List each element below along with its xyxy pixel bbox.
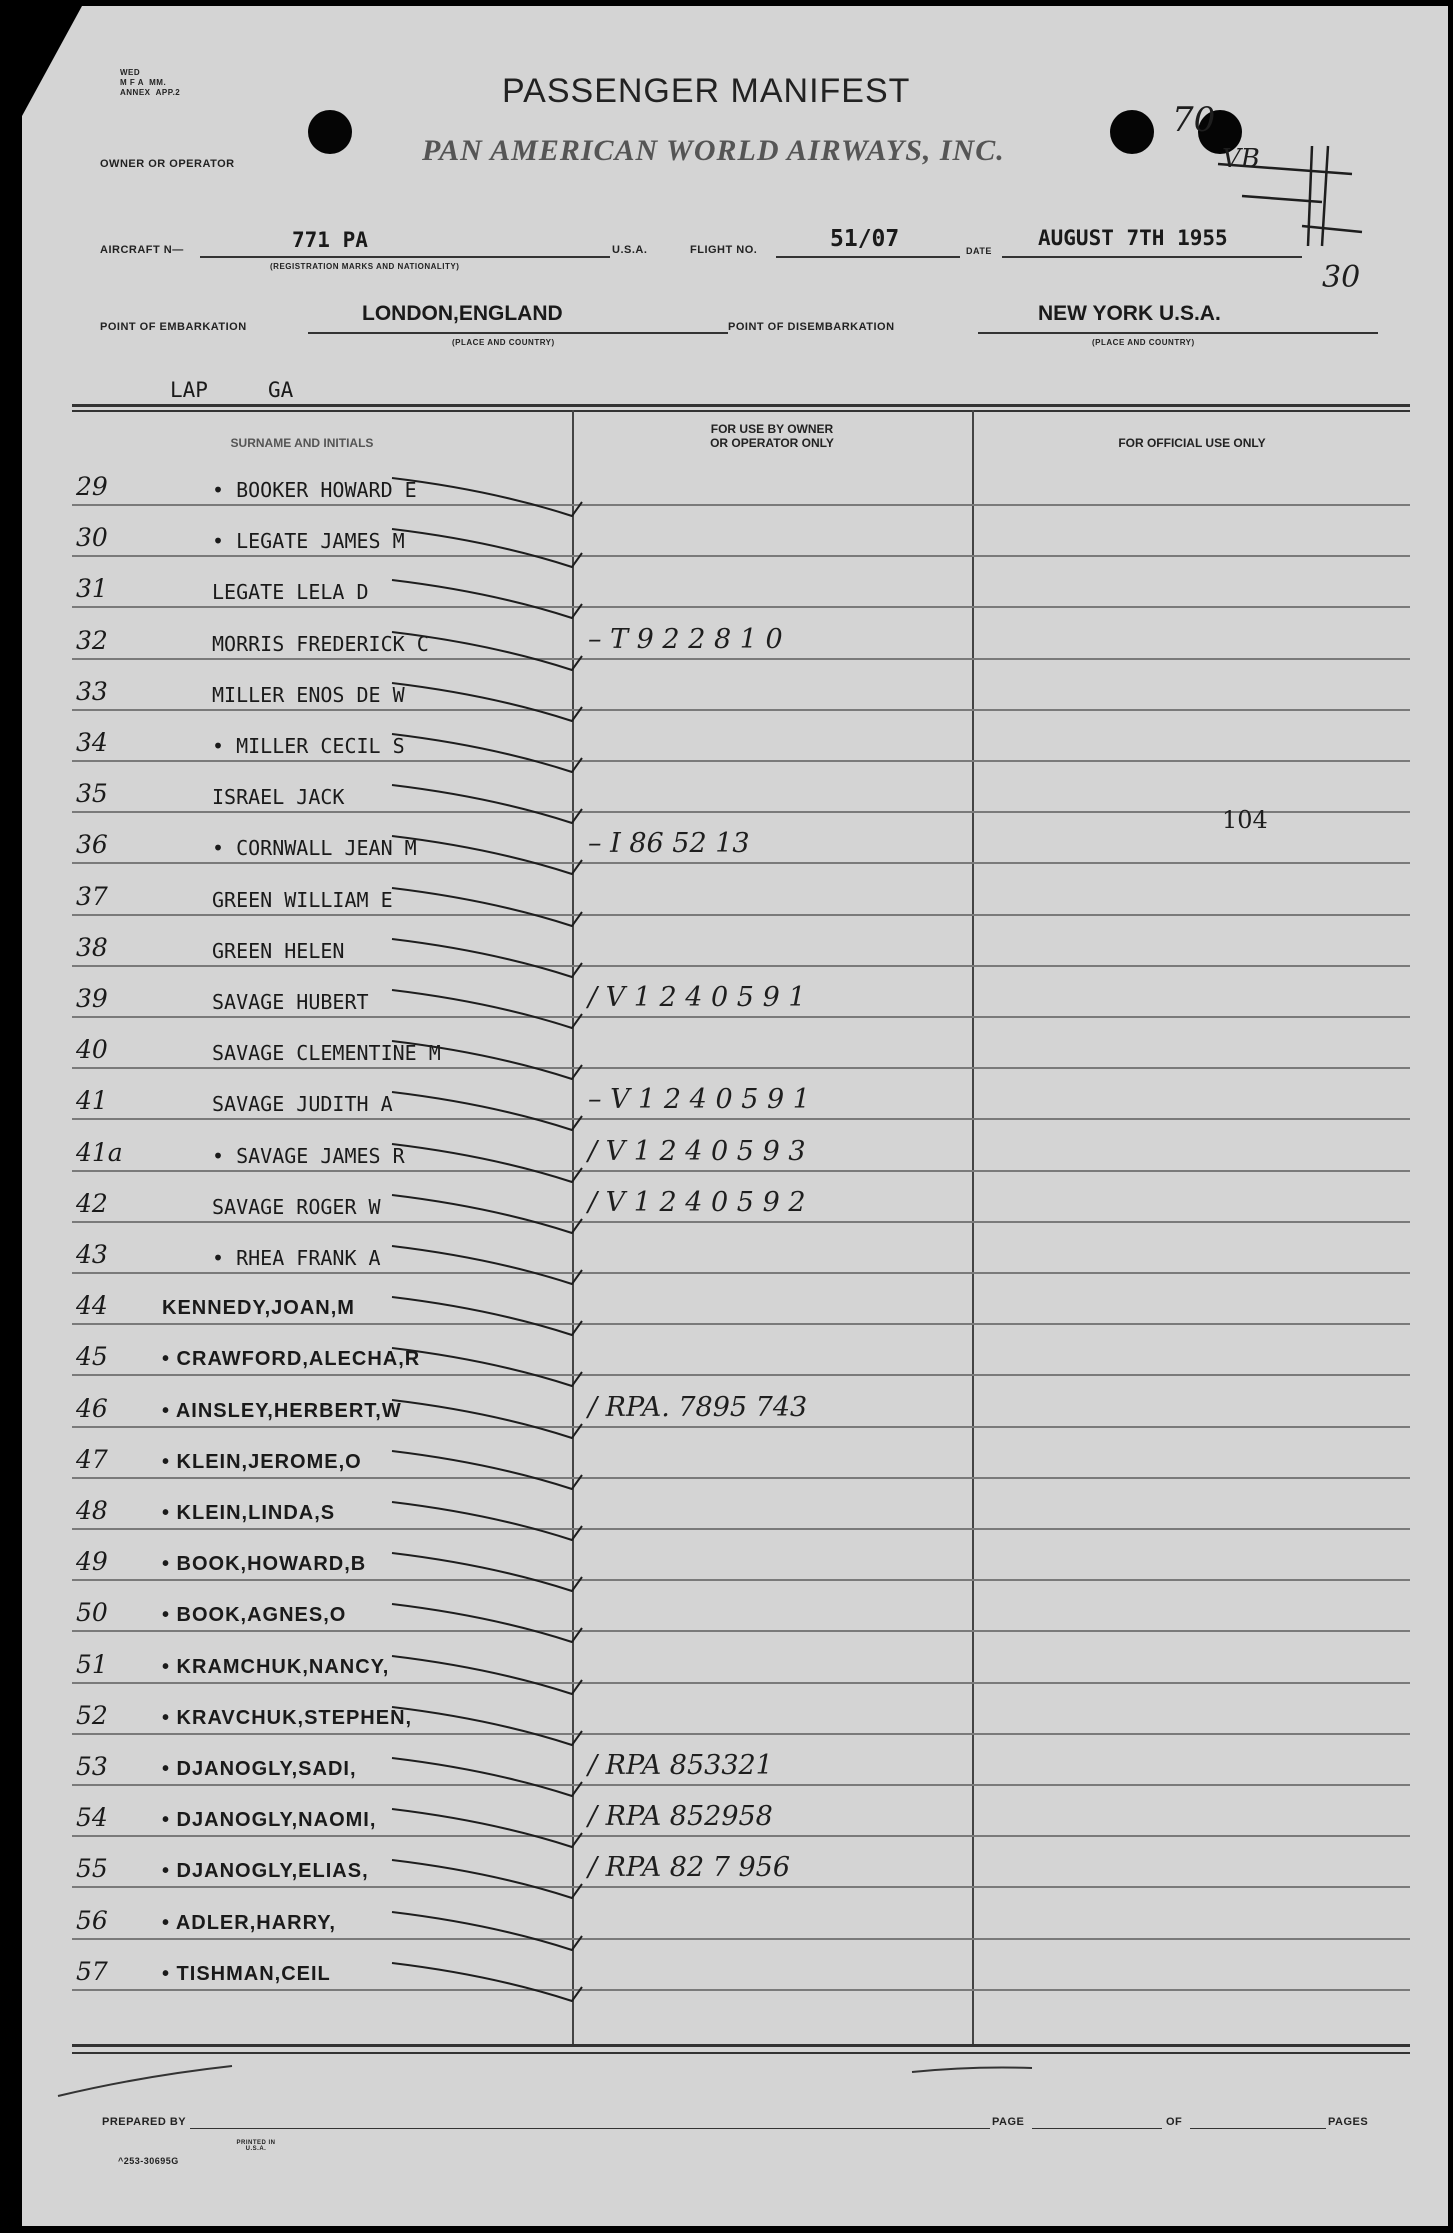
passenger-number: 52 — [76, 1700, 108, 1730]
passenger-number: 46 — [76, 1393, 108, 1423]
passenger-name: • KRAMCHUK,NANCY, — [162, 1655, 390, 1678]
passenger-name: GREEN HELEN — [212, 938, 345, 963]
row-rule — [72, 914, 1410, 916]
owner-note: / V 1 2 4 0 5 9 2 — [588, 1186, 806, 1218]
passenger-name: • BOOK,AGNES,O — [162, 1604, 347, 1627]
embarkation-underline — [308, 332, 728, 334]
row-rule — [72, 760, 1410, 762]
passenger-name: • CORNWALL JEAN M — [212, 836, 417, 861]
row-rule — [72, 1272, 1410, 1274]
passenger-number: 48 — [76, 1496, 108, 1525]
registration-caption: (REGISTRATION MARKS AND NATIONALITY) — [270, 262, 460, 271]
row-rule — [72, 811, 1410, 813]
page-label: PAGE — [992, 2116, 1025, 2128]
date-label: DATE — [966, 246, 992, 256]
col-header-owner: FOR USE BY OWNER OR OPERATOR ONLY — [710, 422, 834, 450]
passenger-name: SAVAGE ROGER W — [212, 1194, 381, 1219]
row-rule — [72, 555, 1410, 557]
row-rule — [72, 1630, 1410, 1632]
passenger-number: 31 — [76, 574, 108, 604]
row-rule — [72, 862, 1410, 864]
passenger-number: 34 — [76, 728, 108, 757]
embark-place-caption: (PLACE AND COUNTRY) — [452, 338, 555, 347]
passenger-number: 32 — [76, 625, 108, 655]
passenger-number: 35 — [76, 779, 108, 809]
aircraft-value: 771 PA — [292, 228, 368, 252]
passenger-name: • KRAVCHUK,STEPHEN, — [162, 1706, 413, 1729]
check-mark — [382, 1955, 622, 2015]
passenger-name: • CRAWFORD,ALECHA,R — [162, 1348, 421, 1371]
flight-label: FLIGHT NO. — [690, 244, 758, 256]
passenger-number: 51 — [76, 1649, 108, 1679]
passenger-number: 47 — [76, 1444, 108, 1474]
passenger-number: 39 — [76, 984, 108, 1013]
passenger-name: • KLEIN,LINDA,S — [162, 1502, 336, 1524]
passenger-number: 38 — [76, 932, 108, 962]
pages-label: PAGES — [1328, 2116, 1369, 2128]
passenger-name: • ADLER,HARRY, — [162, 1911, 336, 1934]
table-top-rule — [72, 404, 1410, 407]
col-header-official: FOR OFFICIAL USE ONLY — [1118, 436, 1266, 450]
form-code: ^253-30695G — [118, 2156, 179, 2166]
table-top-rule-2 — [72, 410, 1410, 412]
col-header-names: SURNAME AND INITIALS — [230, 436, 374, 450]
passenger-number: 50 — [76, 1598, 108, 1628]
form-id: WED M F A MM. ANNEX APP.2 — [120, 68, 181, 97]
passenger-number: 57 — [76, 1956, 108, 1986]
passenger-name: • LEGATE JAMES M — [212, 529, 405, 554]
row-rule — [72, 1426, 1410, 1428]
of-label: OF — [1166, 2116, 1183, 2128]
passenger-number: 55 — [76, 1854, 108, 1884]
aircraft-label: AIRCRAFT N— — [100, 244, 184, 256]
owner-note: / RPA. 7895 743 — [588, 1391, 808, 1423]
prepared-by-line — [190, 2128, 990, 2129]
table-bottom-rule-2 — [72, 2052, 1410, 2054]
passenger-name: ISRAEL JACK — [212, 785, 345, 810]
passenger-number: 41a — [76, 1137, 123, 1167]
disembarkation-underline — [978, 332, 1378, 334]
row-rule — [72, 1016, 1410, 1018]
passenger-name: • SAVAGE JAMES R — [212, 1143, 405, 1168]
owner-label: OWNER OR OPERATOR — [100, 158, 235, 170]
passenger-number: 43 — [76, 1240, 108, 1269]
row-rule — [72, 1528, 1410, 1530]
row-rule — [72, 1170, 1410, 1172]
prepared-by-label: PREPARED BY — [102, 2116, 187, 2128]
passenger-number: 49 — [76, 1547, 108, 1577]
passenger-name: • AINSLEY,HERBERT,W — [162, 1399, 402, 1422]
passenger-number: 42 — [76, 1188, 108, 1218]
owner-note: – I 86 52 13 — [588, 828, 750, 860]
corner-note-3: 30 — [1322, 260, 1361, 295]
torn-corner — [22, 6, 82, 116]
passenger-name: SAVAGE HUBERT — [212, 990, 369, 1014]
owner-note: / RPA 82 7 956 — [588, 1852, 791, 1884]
passenger-number: 36 — [76, 830, 108, 860]
row-rule — [72, 504, 1410, 506]
passenger-number: 54 — [76, 1803, 108, 1833]
passenger-number: 29 — [76, 472, 108, 501]
page-title: PASSENGER MANIFEST — [502, 72, 911, 110]
lap-mark: LAP — [170, 378, 208, 402]
corner-note-1: 70 — [1172, 100, 1216, 140]
passenger-number: 30 — [76, 523, 108, 553]
passenger-number: 40 — [76, 1035, 108, 1065]
passenger-name: MORRIS FREDERICK C — [212, 631, 429, 656]
passenger-name: GREEN WILLIAM E — [212, 887, 393, 912]
owner-note: / V 1 2 4 0 5 9 1 — [588, 982, 806, 1013]
row-rule — [72, 1835, 1410, 1837]
embarkation-label: POINT OF EMBARKATION — [100, 321, 247, 333]
row-rule — [72, 1989, 1410, 1991]
passenger-name: MILLER ENOS DE W — [212, 682, 405, 707]
disembarkation-label: POINT OF DISEMBARKATION — [728, 321, 895, 333]
column-divider-2 — [972, 410, 974, 2046]
usa-label: U.S.A. — [612, 244, 648, 256]
owner-note: – T 9 2 2 8 1 0 — [588, 623, 783, 655]
passenger-name: • BOOK,HOWARD,B — [162, 1553, 367, 1576]
row-rule — [72, 709, 1410, 711]
passenger-number: 44 — [76, 1291, 108, 1321]
row-rule — [72, 658, 1410, 660]
row-rule — [72, 1938, 1410, 1940]
embarkation-value: LONDON,ENGLAND — [362, 302, 563, 325]
row-rule — [72, 1374, 1410, 1376]
flight-value: 51/07 — [830, 226, 900, 252]
disembarkation-value: NEW YORK U.S.A. — [1038, 302, 1221, 325]
row-rule — [72, 1067, 1410, 1069]
owner-note: / RPA 853321 — [588, 1750, 773, 1781]
passenger-name: • DJANOGLY,ELIAS, — [162, 1860, 369, 1883]
flight-underline — [776, 256, 960, 258]
owner-name: PAN AMERICAN WORLD AIRWAYS, INC. — [422, 134, 1005, 167]
page-line — [1032, 2128, 1162, 2129]
disembark-place-caption: (PLACE AND COUNTRY) — [1092, 338, 1195, 347]
punch-hole-center — [1110, 110, 1154, 154]
row-rule — [72, 1579, 1410, 1581]
printed-stamp: PRINTED IN U.S.A. — [236, 2140, 276, 2152]
date-value: AUGUST 7TH 1955 — [1038, 226, 1228, 250]
passenger-name: • MILLER CECIL S — [212, 734, 405, 758]
row-rule — [72, 1221, 1410, 1223]
passenger-number: 53 — [76, 1752, 108, 1781]
manifest-page — [22, 6, 1448, 2226]
owner-note: / RPA 852958 — [588, 1801, 773, 1833]
row-rule — [72, 1323, 1410, 1325]
date-underline — [1002, 256, 1302, 258]
passenger-name: KENNEDY,JOAN,M — [162, 1297, 355, 1320]
corner-note-2: VB — [1222, 144, 1260, 174]
passenger-name: SAVAGE CLEMENTINE M — [212, 1041, 441, 1066]
row-rule — [72, 1733, 1410, 1735]
aircraft-underline — [200, 256, 610, 258]
passenger-name: LEGATE LELA D — [212, 580, 369, 605]
row-rule — [72, 1886, 1410, 1888]
row-rule — [72, 1682, 1410, 1684]
owner-note: / V 1 2 4 0 5 9 3 — [588, 1135, 806, 1167]
passenger-name: • DJANOGLY,NAOMI, — [162, 1809, 377, 1832]
passenger-name: • KLEIN,JEROME,O — [162, 1450, 362, 1473]
of-line — [1190, 2128, 1326, 2129]
row-rule — [72, 1477, 1410, 1479]
passenger-number: 33 — [76, 676, 108, 706]
ga-mark: GA — [268, 378, 294, 402]
passenger-number: 56 — [76, 1905, 108, 1935]
row-rule — [72, 1118, 1410, 1120]
passenger-name: • BOOKER HOWARD E — [212, 478, 417, 502]
passenger-name: • DJANOGLY,SADI, — [162, 1758, 357, 1780]
table-bottom-rule — [72, 2044, 1410, 2047]
official-note: 104 — [1222, 806, 1268, 834]
row-rule — [72, 1784, 1410, 1786]
punch-hole-left — [308, 110, 352, 154]
passenger-name: SAVAGE JUDITH A — [212, 1092, 393, 1117]
passenger-name: • RHEA FRANK A — [212, 1246, 381, 1270]
owner-note: – V 1 2 4 0 5 9 1 — [588, 1084, 810, 1116]
passenger-name: • TISHMAN,CEIL — [162, 1962, 331, 1985]
row-rule — [72, 606, 1410, 608]
passenger-number: 45 — [76, 1342, 108, 1372]
passenger-number: 37 — [76, 881, 108, 911]
row-rule — [72, 965, 1410, 967]
passenger-number: 41 — [76, 1086, 108, 1116]
